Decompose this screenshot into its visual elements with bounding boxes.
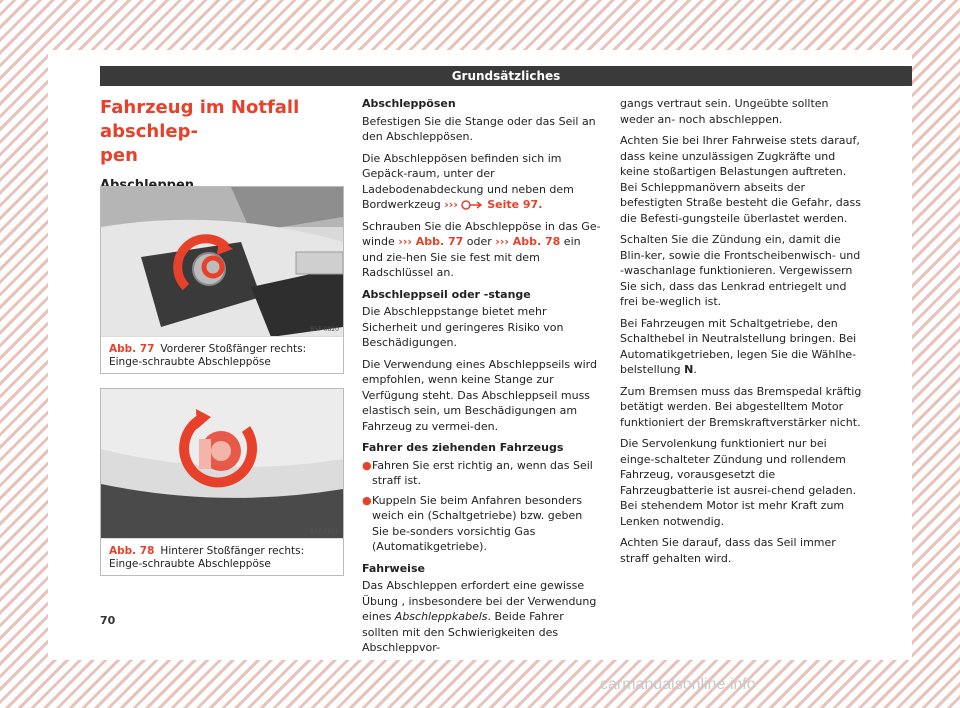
- chapter-header: Grundsätzliches: [100, 66, 912, 86]
- paragraph-text: .: [693, 363, 697, 376]
- paragraph: Schalten Sie die Zündung ein, damit die Blin-ker, sowie die Frontscheibenwisch- und -waschanlage funktionieren. Vergewissern Sie sich, dass das Lenkrad entriegelt und frei be-weglich ist.: [620, 233, 861, 308]
- paragraph-text: Die Abschleppösen befinden sich im Gepäck-raum, unter der Ladebodenabdeckung und neben dem Bordwerkzeug: [362, 151, 574, 211]
- figure-caption: [101, 337, 343, 375]
- paragraph: Zum Bremsen muss das Bremspedal kräftig betätigt werden. Bei abgestelltem Motor funktioniert der Bremskraftverstärker nicht.: [620, 384, 862, 429]
- figure-code: B5F-0820: [310, 326, 339, 333]
- figure-77: [100, 186, 344, 374]
- figure-78: [100, 388, 344, 576]
- subheading: Fahrer des ziehenden Fahrzeugs: [362, 441, 564, 454]
- page-number: 70: [100, 614, 116, 627]
- subheading: Abschleppösen: [362, 97, 456, 110]
- figure-label: Abb. 78: [109, 545, 155, 557]
- gear-position: N: [684, 363, 694, 376]
- figure-caption-text: Vorderer Stoßfänger rechts: Einge-schraubte Abschleppöse: [109, 343, 307, 368]
- tow-hook-icon: [461, 199, 483, 211]
- subheading: Abschleppseil oder -stange: [362, 287, 531, 301]
- list-item-text: Kuppeln Sie beim Anfahren besonders weich ein (Schaltgetriebe) bzw. geben Sie be-sonders vorsichtig Gas (Automatikgetriebe).: [372, 493, 583, 553]
- subheading: Fahrweise: [362, 561, 425, 575]
- text-column-3: [620, 96, 862, 572]
- paragraph: [362, 151, 602, 213]
- paragraph-text: Das Abschleppen erfordert eine gewisse Übung , insbesondere bei der Verwendung eines: [362, 579, 597, 623]
- paragraph-text: Bei Fahrzeugen mit Schaltgetriebe, den Schalthebel in Neutralstellung bringen. Bei Automatikgetrieben, legen Sie die Wählhe-belstellung: [620, 316, 857, 376]
- bullet-icon: ●: [362, 458, 372, 472]
- paragraph: Die Abschleppstange bietet mehr Sicherheit und geringeres Risiko von Beschädigungen.: [362, 305, 564, 349]
- paragraph-text: oder: [463, 235, 496, 248]
- paragraph: [620, 316, 862, 378]
- figure-reference-link[interactable]: ››› Abb. 78: [495, 235, 561, 248]
- page: [48, 50, 912, 660]
- paragraph: Achten Sie bei Ihrer Fahrweise stets darauf, dass keine unzulässigen Zugkräfte und keine stoßartigen Belastungen auftreten. Bei Schleppmanövern abseits der befestigten Straße besteht die Gefahr, dass die Befesti-gungsteile überlastet werden.: [620, 134, 861, 225]
- paragraph: Achten Sie darauf, dass das Seil immer straff gehalten wird.: [620, 536, 836, 565]
- rear-bumper-image: [101, 389, 343, 539]
- figure-code: B5F-0821: [310, 528, 339, 535]
- paragraph-text: ein und zie-hen Sie sie fest mit dem Radschlüssel an.: [362, 235, 581, 279]
- paragraph-text: Schrauben Sie die Abschleppöse in das Ge-winde: [362, 219, 601, 248]
- figure-label: Abb. 77: [109, 343, 155, 355]
- front-bumper-image: [101, 187, 343, 337]
- paragraph: gangs vertraut sein. Ungeübte sollten weder an- noch abschleppen.: [620, 97, 829, 126]
- paragraph: [362, 219, 602, 281]
- paragraph: Die Servolenkung funktioniert nur bei einge-schalteter Zündung und rollendem Fahrzeug, vorausgesetzt die Fahrzeugbatterie ist ausrei-chend geladen. Bei stehendem Motor ist mehr Kraft zum Lenken notwendig.: [620, 437, 857, 528]
- emphasis-text: Abschleppkabels: [394, 610, 488, 623]
- text-column-2: [362, 96, 602, 662]
- main-title: Fahrzeug im Notfall abschlep- pen: [100, 97, 300, 166]
- page-reference-link[interactable]: ›››: [444, 198, 458, 211]
- paragraph-text: . Beide Fahrer sollten mit den Schwierigkeiten des Abschleppvor-: [362, 610, 564, 654]
- page-reference[interactable]: Seite 97.: [483, 198, 543, 211]
- paragraph: Befestigen Sie die Stange oder das Seil an den Abschleppösen.: [362, 114, 596, 143]
- paragraph: Die Verwendung eines Abschleppseils wird empfohlen, wenn keine Stange zur Verfügung steht. Das Abschleppseil muss elastisch sein, um Beschädigungen am Fahrzeug zu vermei-den.: [362, 357, 597, 433]
- figure-reference-link[interactable]: ››› Abb. 77: [398, 235, 464, 248]
- paragraph: [362, 578, 602, 656]
- figure-caption: [101, 539, 343, 577]
- bullet-icon: ●: [362, 493, 372, 507]
- list-item-text: Fahren Sie erst richtig an, wenn das Seil straff ist.: [372, 458, 593, 487]
- watermark: carmanualsonline.info: [600, 676, 756, 693]
- list-item: [362, 493, 602, 555]
- list-item: [362, 458, 602, 489]
- figure-caption-text: Hinterer Stoßfänger rechts: Einge-schraubte Abschleppöse: [109, 545, 305, 570]
